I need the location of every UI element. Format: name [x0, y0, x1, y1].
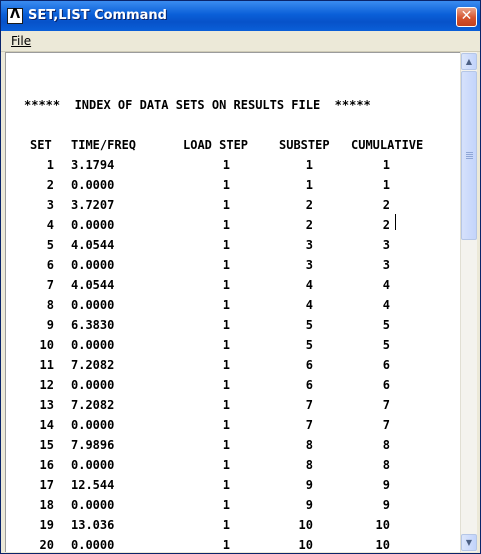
cell-set: 15 — [39, 438, 54, 452]
cell-set: 19 — [39, 518, 54, 532]
cell-cumulative: 6 — [382, 378, 390, 392]
cell-cumulative: 7 — [382, 418, 390, 432]
column-header-time-freq: TIME/FREQ — [71, 138, 137, 152]
cell-substep: 7 — [305, 418, 313, 432]
cell-load-step: 1 — [222, 198, 230, 212]
listing-text-area[interactable] — [5, 52, 460, 552]
cell-substep: 10 — [298, 538, 313, 552]
cell-load-step: 1 — [222, 538, 230, 552]
cell-cumulative: 5 — [382, 318, 390, 332]
cell-substep: 5 — [305, 318, 313, 332]
scroll-up-button[interactable] — [461, 53, 477, 70]
cell-load-step: 1 — [222, 358, 230, 372]
cell-cumulative: 3 — [382, 258, 390, 272]
cell-load-step: 1 — [222, 418, 230, 432]
cell-load-step: 1 — [222, 518, 230, 532]
cell-substep: 2 — [305, 198, 313, 212]
scroll-thumb[interactable] — [461, 71, 477, 240]
cell-substep: 8 — [305, 458, 313, 472]
cell-cumulative: 4 — [382, 278, 390, 292]
title-bar[interactable] — [1, 1, 480, 31]
cell-set: 12 — [39, 378, 54, 392]
cell-time-freq: 12.544 — [71, 478, 115, 492]
cell-time-freq: 0.0000 — [71, 298, 115, 312]
cell-load-step: 1 — [222, 298, 230, 312]
cell-cumulative: 8 — [382, 458, 390, 472]
cell-load-step: 1 — [222, 398, 230, 412]
cell-time-freq: 0.0000 — [71, 178, 115, 192]
cell-load-step: 1 — [222, 338, 230, 352]
cell-set: 7 — [46, 278, 54, 292]
column-header-cumulative: CUMULATIVE — [351, 138, 424, 152]
thumb-grip-line — [466, 156, 473, 157]
cell-time-freq: 4.0544 — [71, 278, 115, 292]
cell-cumulative: 5 — [382, 338, 390, 352]
thumb-grip-line — [466, 154, 473, 155]
cell-cumulative: 4 — [382, 298, 390, 312]
cell-time-freq: 0.0000 — [71, 258, 115, 272]
cell-cumulative: 10 — [375, 518, 390, 532]
cell-substep: 5 — [305, 338, 313, 352]
cell-load-step: 1 — [222, 438, 230, 452]
cell-load-step: 1 — [222, 318, 230, 332]
cell-set: 20 — [39, 538, 54, 552]
cell-load-step: 1 — [222, 498, 230, 512]
cell-set: 10 — [39, 338, 54, 352]
cell-load-step: 1 — [222, 278, 230, 292]
listing-header: ***** INDEX OF DATA SETS ON RESULTS FILE ***** — [24, 98, 371, 112]
cell-set: 4 — [46, 218, 54, 232]
cell-cumulative: 8 — [382, 438, 390, 452]
column-header-set: SET — [30, 138, 52, 152]
cell-cumulative: 10 — [375, 538, 390, 552]
cell-cumulative: 1 — [382, 178, 390, 192]
cell-time-freq: 0.0000 — [71, 498, 115, 512]
cell-load-step: 1 — [222, 178, 230, 192]
column-header-load-step: LOAD STEP — [183, 138, 249, 152]
cell-time-freq: 0.0000 — [71, 378, 115, 392]
cell-substep: 1 — [305, 158, 313, 172]
cell-set: 9 — [46, 318, 54, 332]
cell-substep: 6 — [305, 378, 313, 392]
cell-time-freq: 7.9896 — [71, 438, 115, 452]
window-title: SET,LIST Command — [28, 8, 167, 23]
ansys-logo-icon — [7, 8, 23, 24]
cell-set: 11 — [39, 358, 54, 372]
app-icon-letter: Λ — [9, 7, 21, 22]
menu-bar — [1, 31, 480, 52]
cell-load-step: 1 — [222, 158, 230, 172]
scroll-down-button[interactable] — [461, 534, 477, 551]
cell-time-freq: 7.2082 — [71, 398, 115, 412]
cell-set: 17 — [39, 478, 54, 492]
cell-substep: 9 — [305, 498, 313, 512]
cell-time-freq: 0.0000 — [71, 218, 115, 232]
cell-substep: 4 — [305, 278, 313, 292]
cell-set: 8 — [46, 298, 54, 312]
cell-time-freq: 0.0000 — [71, 338, 115, 352]
close-button[interactable] — [456, 7, 477, 27]
thumb-grip-line — [466, 158, 473, 159]
cell-time-freq: 0.0000 — [71, 538, 115, 552]
cell-load-step: 1 — [222, 478, 230, 492]
cell-cumulative: 1 — [382, 158, 390, 172]
cell-time-freq: 13.036 — [71, 518, 115, 532]
column-header-substep: SUBSTEP — [279, 138, 330, 152]
cell-load-step: 1 — [222, 258, 230, 272]
cell-substep: 4 — [305, 298, 313, 312]
cell-set: 5 — [46, 238, 54, 252]
cell-time-freq: 7.2082 — [71, 358, 115, 372]
cell-set: 18 — [39, 498, 54, 512]
cell-time-freq: 3.1794 — [71, 158, 115, 172]
cell-cumulative: 2 — [382, 198, 390, 212]
cell-cumulative: 7 — [382, 398, 390, 412]
cell-set: 14 — [39, 418, 54, 432]
cell-set: 1 — [46, 158, 54, 172]
cell-set: 13 — [39, 398, 54, 412]
menu-file[interactable]: File — [11, 34, 32, 48]
cell-time-freq: 6.3830 — [71, 318, 115, 332]
close-icon: ✕ — [460, 8, 473, 24]
cell-substep: 3 — [305, 238, 313, 252]
cell-load-step: 1 — [222, 378, 230, 392]
cell-time-freq: 4.0544 — [71, 238, 115, 252]
cell-substep: 1 — [305, 178, 313, 192]
cell-time-freq: 3.7207 — [71, 198, 115, 212]
text-cursor — [395, 214, 396, 230]
cell-substep: 9 — [305, 478, 313, 492]
cell-load-step: 1 — [222, 238, 230, 252]
cell-time-freq: 0.0000 — [71, 458, 115, 472]
cell-substep: 10 — [298, 518, 313, 532]
arrow-up-icon: ▲ — [465, 57, 473, 66]
cell-substep: 6 — [305, 358, 313, 372]
cell-substep: 7 — [305, 398, 313, 412]
results-listing — [6, 53, 460, 552]
cell-cumulative: 9 — [382, 478, 390, 492]
cell-substep: 2 — [305, 218, 313, 232]
cell-cumulative: 9 — [382, 498, 390, 512]
cell-substep: 8 — [305, 438, 313, 452]
cell-time-freq: 0.0000 — [71, 418, 115, 432]
cell-substep: 3 — [305, 258, 313, 272]
cell-load-step: 1 — [222, 458, 230, 472]
cell-cumulative: 3 — [382, 238, 390, 252]
cell-cumulative: 6 — [382, 358, 390, 372]
cell-set: 3 — [46, 198, 54, 212]
cell-set: 2 — [46, 178, 54, 192]
cell-load-step: 1 — [222, 218, 230, 232]
vertical-scrollbar[interactable] — [460, 52, 477, 552]
cell-set: 16 — [39, 458, 54, 472]
cell-set: 6 — [46, 258, 54, 272]
arrow-down-icon: ▼ — [465, 538, 473, 547]
thumb-grip-line — [466, 152, 473, 153]
cell-cumulative: 2 — [382, 218, 390, 232]
